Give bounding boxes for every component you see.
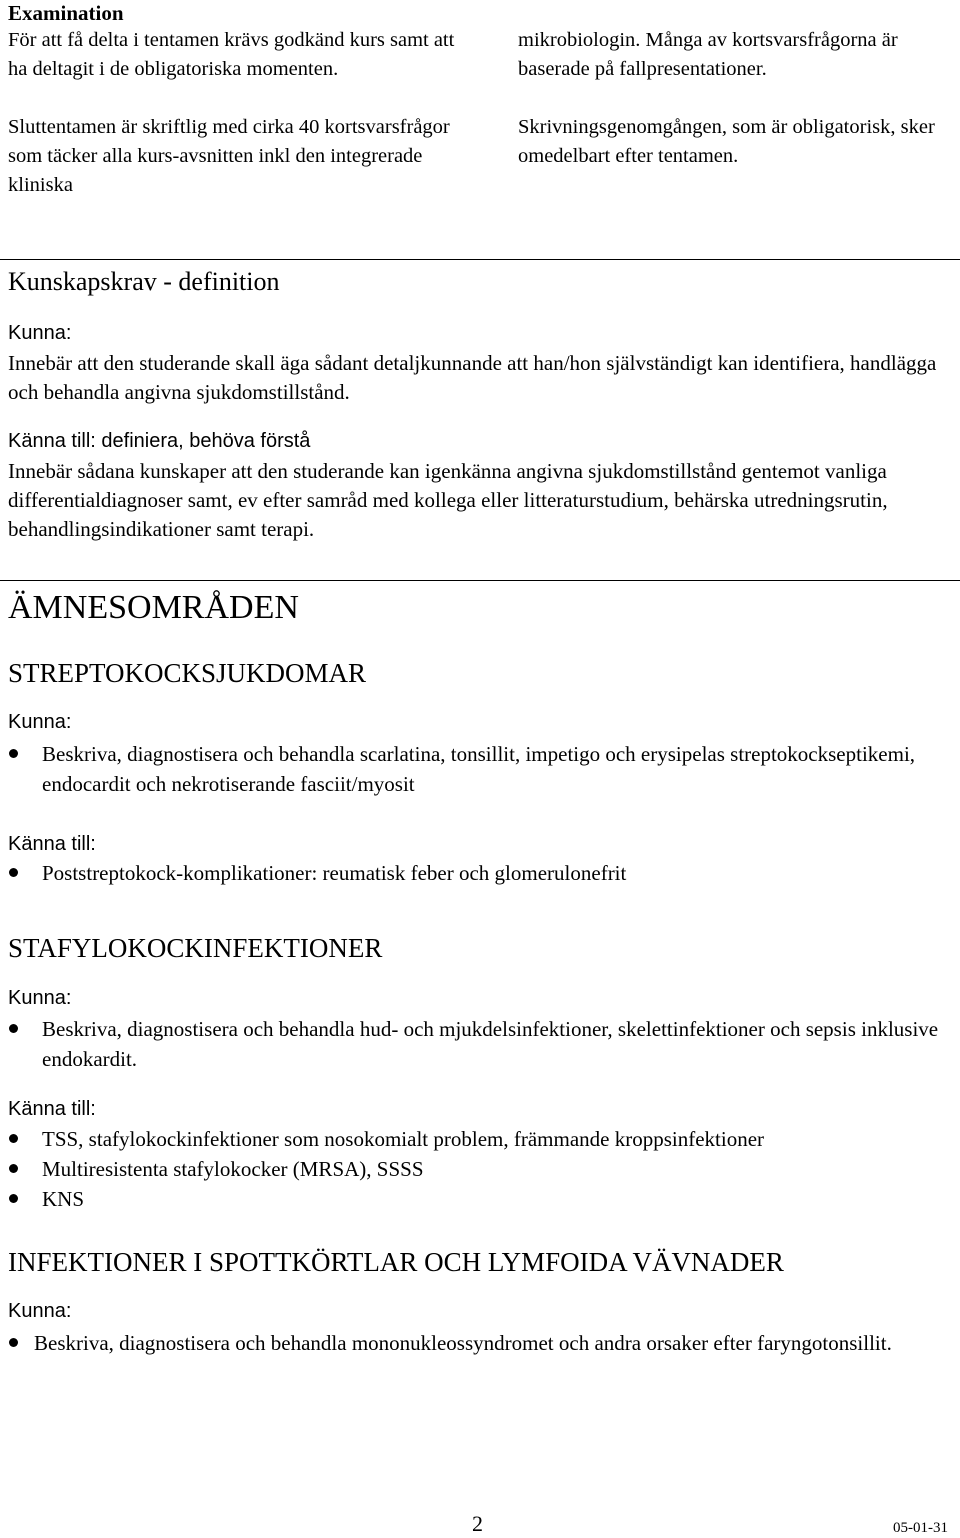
list-item bbox=[0, 1014, 960, 1074]
kunna-definition-text bbox=[8, 349, 958, 407]
list-item bbox=[0, 739, 960, 799]
kunna-label: Kunna: bbox=[8, 711, 72, 733]
list-item-text: Beskriva, diagnostisera och behandla scarlatina, tonsillit, impetigo och erysipelas streptokockseptikemi, endocardit och nekrotiserande fasciit/myosit bbox=[42, 742, 916, 796]
list-item bbox=[0, 1184, 960, 1214]
list-item-text: Beskriva, diagnostisera och behandla hud- och mjukdelsinfektioner, skelettinfektioner och sepsis inklusive endokardit. bbox=[42, 1017, 939, 1071]
bullet-icon bbox=[9, 1024, 18, 1033]
list-item bbox=[0, 1154, 960, 1184]
bullet-icon bbox=[9, 749, 18, 758]
kanna-list bbox=[0, 1124, 960, 1214]
list-item-text: Multiresistenta stafylokocker (MRSA), SSSS bbox=[42, 1157, 424, 1181]
kunna-label: Kunna: bbox=[8, 1300, 72, 1322]
kanna-label: Känna till: definiera, behöva förstå bbox=[8, 430, 311, 452]
list-item-text: Poststreptokock-komplikationer: reumatisk feber och glomerulonefrit bbox=[42, 861, 627, 885]
bullet-icon bbox=[9, 1164, 18, 1173]
definition-heading: Kunskapskrav - definition bbox=[8, 267, 280, 296]
examination-paragraph: För att få delta i tentamen krävs godkänd kurs samt att ha deltagit i de obligatoriska momenten. bbox=[8, 29, 455, 80]
kanna-label: Känna till: bbox=[8, 1098, 96, 1120]
list-item bbox=[0, 858, 960, 888]
list-item-text: Beskriva, diagnostisera och behandla mononukleossyndromet och andra orsaker efter faryngotonsillit. bbox=[34, 1331, 892, 1355]
list-item-text: KNS bbox=[42, 1187, 85, 1211]
examination-right-column bbox=[518, 26, 958, 171]
page-number: 2 bbox=[472, 1511, 483, 1536]
kanna-list bbox=[0, 858, 960, 888]
document-date: 05-01-31 bbox=[893, 1520, 948, 1536]
section-title-streptokock: STREPTOKOCKSJUKDOMAR bbox=[8, 658, 367, 688]
list-item-text: TSS, stafylokockinfektioner som nosokomialt problem, främmande kroppsinfektioner bbox=[42, 1127, 765, 1151]
kunna-list bbox=[0, 1328, 960, 1358]
bullet-icon bbox=[9, 1134, 18, 1143]
examination-paragraph: mikrobiologin. Många av kortsvarsfrågorna är baserade på fallpresentationer. bbox=[518, 29, 898, 80]
section-divider bbox=[0, 580, 960, 581]
topics-heading: ÄMNESOMRÅDEN bbox=[8, 589, 299, 626]
list-item bbox=[0, 1124, 960, 1154]
kunna-label: Kunna: bbox=[8, 322, 72, 344]
kunna-list bbox=[0, 739, 960, 799]
section-title-spottkortlar: INFEKTIONER I SPOTTKÖRTLAR OCH LYMFOIDA VÄVNADER bbox=[8, 1247, 784, 1277]
kunna-label: Kunna: bbox=[8, 987, 72, 1009]
bullet-icon bbox=[9, 1194, 18, 1203]
kunna-list bbox=[0, 1014, 960, 1074]
examination-paragraph: Sluttentamen är skriftlig med cirka 40 kortsvarsfrågor som täcker alla kurs-avsnitten inkl den integrerade kliniska bbox=[8, 116, 450, 196]
kanna-label: Känna till: bbox=[8, 833, 96, 855]
examination-paragraph: Skrivningsgenomgången, som är obligatorisk, sker omedelbart efter tentamen. bbox=[518, 116, 935, 167]
examination-heading: Examination bbox=[8, 1, 124, 25]
examination-left-column bbox=[8, 26, 458, 200]
kanna-definition-text bbox=[8, 457, 958, 544]
section-divider bbox=[0, 259, 960, 260]
bullet-icon bbox=[9, 868, 18, 877]
kanna-definition-paragraph: Innebär sådana kunskaper att den studerande kan igenkänna angivna sjukdomstillstånd gentemot vanliga differentialdiagnoser samt, ev efter samråd med kollega eller litteraturstudium, behärska utredningsrutin, behandlingsindikationer samt terapi. bbox=[8, 459, 888, 541]
list-item bbox=[0, 1328, 960, 1358]
kunna-definition-paragraph: Innebär att den studerande skall äga sådant detaljkunnande att han/hon självständigt kan identifiera, handlägga och behandla angivna sjukdomstillstånd. bbox=[8, 351, 937, 404]
bullet-icon bbox=[9, 1338, 18, 1347]
section-title-stafylokock: STAFYLOKOCKINFEKTIONER bbox=[8, 933, 383, 963]
